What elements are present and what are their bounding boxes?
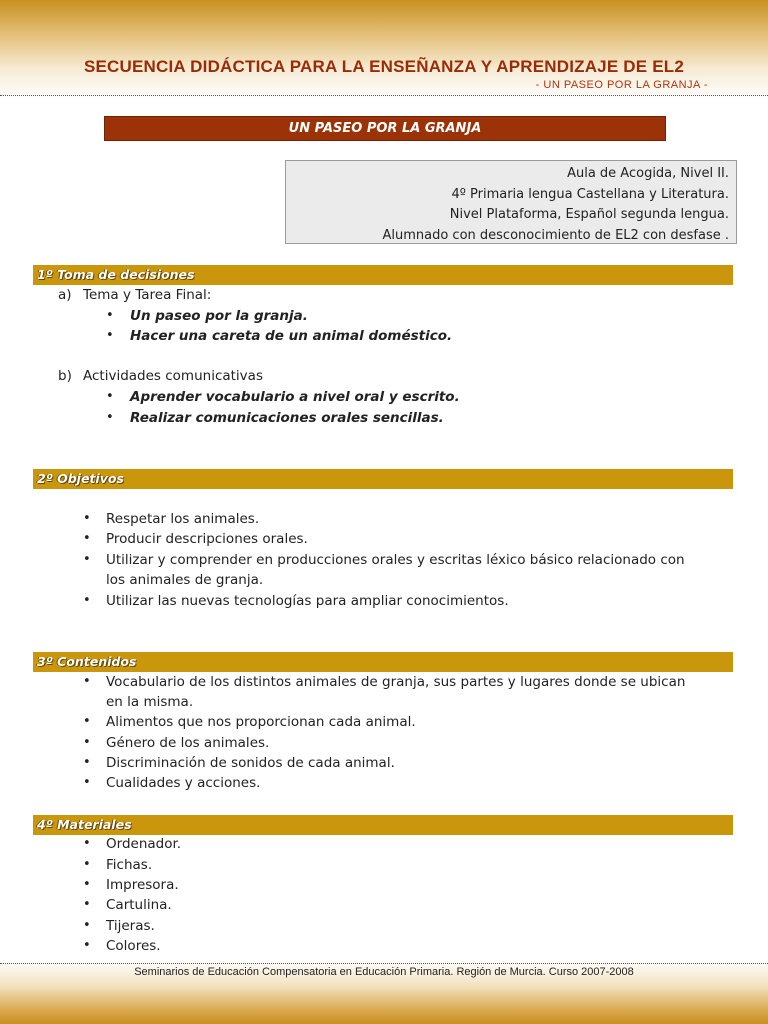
- bullet-icon: •: [83, 938, 91, 953]
- list-item: Fichas.: [106, 857, 153, 873]
- bullet-icon: •: [106, 328, 114, 343]
- bullet-icon: •: [83, 918, 91, 933]
- bullet-icon: •: [83, 775, 91, 790]
- list-item: Producir descripciones orales.: [106, 531, 308, 547]
- list-item: Género de los animales.: [106, 735, 270, 751]
- subsection-label: Actividades comunicativas: [83, 368, 263, 384]
- bullet-icon: •: [83, 897, 91, 912]
- info-line: Nivel Plataforma, Español segunda lengua.: [449, 207, 729, 222]
- subsection-label: Tema y Tarea Final:: [83, 287, 212, 303]
- bullet-icon: •: [106, 389, 114, 404]
- list-item: Realizar comunicaciones orales sencillas.: [130, 410, 444, 426]
- bullet-icon: •: [83, 593, 91, 608]
- footer-text: Seminarios de Educación Compensatoria en Educación Primaria. Región de Murcia. Curso 2007-2008: [134, 966, 634, 978]
- section-heading-objetivos: 2º Objetivos: [33, 469, 733, 489]
- list-item-continuation: en la misma.: [106, 694, 194, 710]
- list-item: Vocabulario de los distintos animales de granja, sus partes y lugares donde se ubican: [106, 674, 686, 690]
- list-item: Impresora.: [106, 877, 179, 893]
- section-heading-decisiones: 1º Toma de decisiones: [33, 265, 733, 285]
- list-item: Colores.: [106, 938, 161, 954]
- header-divider: [0, 95, 768, 96]
- bullet-icon: •: [83, 857, 91, 872]
- list-item: Hacer una careta de un animal doméstico.: [130, 328, 453, 344]
- bullet-icon: •: [83, 511, 91, 526]
- footer-divider: [0, 963, 768, 964]
- list-item: Aprender vocabulario a nivel oral y escrito.: [130, 389, 460, 405]
- info-line: Alumnado con desconocimiento de EL2 con desfase .: [382, 227, 729, 243]
- bullet-icon: •: [83, 531, 91, 546]
- list-item: Tijeras.: [106, 918, 155, 934]
- bullet-icon: •: [106, 308, 114, 323]
- bullet-icon: •: [83, 836, 91, 851]
- subsection-letter: a): [58, 287, 72, 303]
- list-item: Un paseo por la granja.: [130, 308, 308, 324]
- section-heading-materiales: 4º Materiales: [33, 815, 733, 835]
- subsection-b: [58, 368, 263, 384]
- document-subtitle: - UN PASEO POR LA GRANJA -: [535, 79, 708, 91]
- list-item: Ordenador.: [106, 836, 182, 852]
- topic-banner: UN PASEO POR LA GRANJA: [104, 116, 666, 141]
- list-item: Utilizar las nuevas tecnologías para ampliar conocimientos.: [106, 593, 509, 609]
- bullet-icon: •: [106, 410, 114, 425]
- list-item: Utilizar y comprender en producciones orales y escritas léxico básico relacionado con: [106, 552, 685, 568]
- list-item: Discriminación de sonidos de cada animal.: [106, 755, 395, 771]
- bullet-icon: •: [83, 674, 91, 689]
- info-box: [285, 160, 737, 244]
- bullet-icon: •: [83, 877, 91, 892]
- list-item: Respetar los animales.: [106, 511, 260, 527]
- document-title: SECUENCIA DIDÁCTICA PARA LA ENSEÑANZA Y APRENDIZAJE DE EL2: [83, 57, 685, 76]
- info-line: 4º Primaria lengua Castellana y Literatura.: [451, 186, 729, 202]
- info-line: Aula de Acogida, Nivel II.: [567, 166, 729, 181]
- subsection-a: [58, 287, 211, 303]
- list-item: Cualidades y acciones.: [106, 775, 261, 791]
- section-heading-contenidos: 3º Contenidos: [33, 652, 733, 672]
- bullet-icon: •: [83, 735, 91, 750]
- list-item: Alimentos que nos proporcionan cada animal.: [106, 714, 416, 730]
- bullet-icon: •: [83, 755, 91, 770]
- list-item: Cartulina.: [106, 897, 172, 913]
- subsection-letter: b): [58, 368, 72, 384]
- list-item-continuation: los animales de granja.: [106, 572, 264, 588]
- bullet-icon: •: [83, 714, 91, 729]
- bullet-icon: •: [83, 552, 91, 567]
